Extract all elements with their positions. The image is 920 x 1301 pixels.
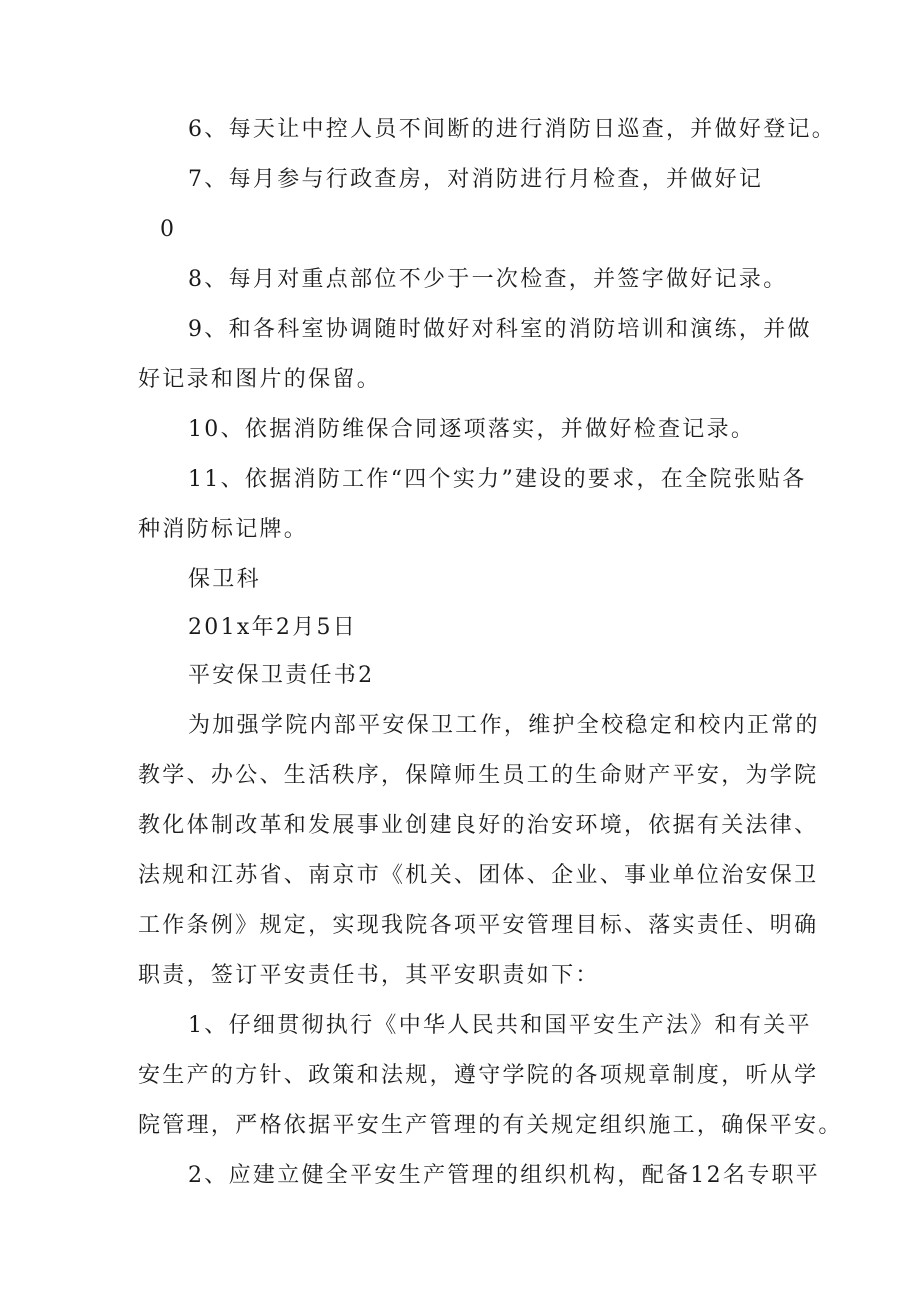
- text-line: 11、依据消防工作“四个实力”建设的要求，在全院张贴各: [188, 467, 807, 492]
- text-line: 1、仔细贯彻执行《中华人民共和国平安生产法》和有关平: [188, 1013, 812, 1038]
- text-line: 7、每月参与行政查房，对消防进行月检查，并做好记: [188, 167, 764, 192]
- section-title: 平安保卫责任书2: [188, 663, 375, 688]
- text-line: 法规和江苏省、南京市《机关、团体、企业、事业单位治安保卫: [138, 863, 819, 888]
- text-line: 为加强学院内部平安保卫工作，维护全校稳定和校内正常的: [188, 713, 820, 738]
- text-line: 8、每月对重点部位不少于一次检查，并签字做好记录。: [188, 267, 788, 292]
- text-line: 6、每天让中控人员不间断的进行消防日巡查，并做好登记。: [188, 117, 837, 142]
- signature-date: 201x年2月5日: [188, 615, 358, 640]
- text-line: 10、依据消防维保合同逐项落实，并做好检查记录。: [188, 417, 756, 442]
- text-line: 院管理，严格依据平安生产管理的有关规定组织施工，确保平安。: [138, 1113, 843, 1138]
- text-line: 0: [160, 217, 177, 242]
- text-line: 安生产的方针、政策和法规，遵守学院的各项规章制度，听从学: [138, 1063, 819, 1088]
- text-line: 工作条例》规定，实现我院各项平安管理目标、落实责任、明确: [138, 913, 819, 938]
- text-line: 种消防标记牌。: [138, 517, 309, 542]
- text-line: 2、应建立健全平安生产管理的组织机构，配备12名专职平: [188, 1163, 821, 1188]
- text-line: 教学、办公、生活秩序，保障师生员工的生命财产平安，为学院: [138, 763, 819, 788]
- text-line: 职责，签订平安责任书，其平安职责如下：: [138, 963, 600, 988]
- text-line: 9、和各科室协调随时做好对科室的消防培训和演练，并做: [188, 317, 812, 342]
- text-line: 教化体制改革和发展事业创建良好的治安环境，依据有关法律、: [138, 813, 819, 838]
- signature-department: 保卫科: [188, 567, 261, 592]
- text-line: 好记录和图片的保留。: [138, 367, 382, 392]
